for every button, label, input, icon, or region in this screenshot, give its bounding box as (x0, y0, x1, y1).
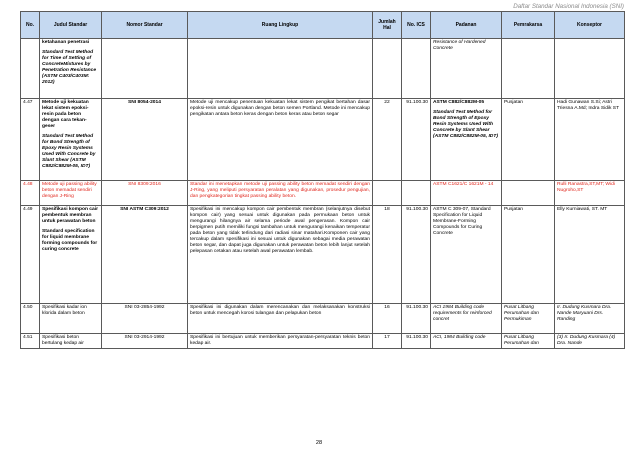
cell-ics: 91.100.30 (402, 334, 431, 349)
cell-padanan: ASTM C 309-07, Standard Specification for Liquid Membrane-Forming Compounds for Curing Concrete (431, 206, 502, 304)
cell-konseptor: Elly Kurniawati, ST. MT (555, 206, 625, 304)
cell-padanan: ACI 1984 Building code requirements for reinforced concret (431, 304, 502, 334)
cell-ruang-lingkup: Spesifikasi ini mencakup kompon cair pembentuk membran (selanjutnya disebut kompon cair) yang sesuai untuk digunakan pada permukaan beton untuk mengurangi hilangnya air selama periode awal pengerasan. Kompon cair berpigmen putih memiliki fungsi tambahan untuk mengurangi kenaikan temperatur pada beton yang tidak terlindung dari radiasi sinar matahari.Komponen cair yang tercakup dalam spesifikasi ini sesuai untuk digunakan sebagai media perawatan beton segar, dan dapat juga digunakan untuk perawatan beton lebih lanjut setelah pelepasan cetakan atau setelah awal perawatan lembab. (188, 206, 373, 304)
judul-id: ketahanan penetrasi (42, 40, 90, 45)
cell-ruang-lingkup: Spesifikasi ini digunakan dalam merencanakan dan melaksanakan konstruksi beton untuk mencegah korosi tulangan dan pelapukan beton (188, 304, 373, 334)
cell-nomor: SNI 8309:2016 (102, 181, 188, 206)
cell-ics: 91.100.30 (402, 206, 431, 304)
col-header-ics: No. ICS (402, 12, 431, 39)
table-row (21, 206, 625, 304)
cell-jumlah: 18 (373, 206, 402, 304)
cell-padanan (431, 99, 502, 181)
cell-nomor: SNI ASTM C309:2012 (102, 206, 188, 304)
cell-no: 4.48 (21, 181, 40, 206)
cell-konseptor (555, 39, 625, 99)
page-number: 28 (315, 440, 323, 446)
col-header-padanan: Padanan (431, 12, 502, 39)
col-header-nomor: Nomor Standar (102, 12, 188, 39)
cell-judul: Metode uji passing ability beton memadat sendiri dengan J-Ring (40, 181, 102, 206)
judul-en: Standard specification for liquid membrane forming compounds for curing concrete (42, 228, 98, 252)
col-header-no: No. (21, 12, 40, 39)
col-header-jumlah-hal: Jumlah Hal (373, 12, 402, 39)
cell-no: 4.51 (21, 334, 40, 349)
col-header-pemrakarsa: Pemrakarsa (502, 12, 555, 39)
judul-en: Standard Test Method for Time of Setting of ConcreteMixtures by Penetration Resistance (ASTM C403/C403M: 2012) (42, 49, 97, 85)
cell-no: 4.47 (21, 99, 40, 181)
cell-pemrakarsa (502, 181, 555, 206)
cell-no (21, 39, 40, 99)
cell-nomor: SNI 03-2914-1992 (102, 334, 188, 349)
standards-table (20, 11, 625, 349)
cell-judul (40, 206, 102, 304)
cell-konseptor: (3) Ir. Dudung Kusmara (4) Dra. Nande (555, 334, 625, 349)
cell-no: 4.50 (21, 304, 40, 334)
cell-judul: Spesifikasi kadar ion klorida dalam beton (40, 304, 102, 334)
cell-pemrakarsa: Pusat Litbang Perumahan dan Permukiman (502, 304, 555, 334)
col-header-judul: Judul Standar (40, 12, 102, 39)
cell-ruang-lingkup (188, 39, 373, 99)
cell-nomor (102, 39, 188, 99)
col-header-konseptor: Konseptor (555, 12, 625, 39)
cell-pemrakarsa: Pusat Litbang Perumahan dan (502, 334, 555, 349)
col-header-ruang-lingkup: Ruang Lingkup (188, 12, 373, 39)
cell-no: 4.49 (21, 206, 40, 304)
table-row (21, 39, 625, 99)
padanan-code: ASTM C882/C882M-05 (433, 100, 485, 105)
judul-id: Spesifikasi kompon cair pembentuk membran untuk perawatan beton (42, 207, 98, 224)
cell-nomor: SNI 8054-2014 (102, 99, 188, 181)
cell-jumlah: 17 (373, 334, 402, 349)
cell-ruang-lingkup: Standar ini menetapkan metode uji passing ability beton memadat sendiri dengan J-Ring, yang meliputi persyaratan peralatan yang digunakan, prosedur pengujian, dan pengkategorian tingkat passing ability beton. (188, 181, 373, 206)
cell-jumlah (373, 181, 402, 206)
cell-ics: 91.100.30 (402, 304, 431, 334)
table-row (21, 99, 625, 181)
padanan-title: Standard Test Method for Bond Strength of Epoxy Resin Systems Used With Concrete by Slant Shear (ASTM C882/C882M-05, IDT) (433, 109, 498, 139)
cell-nomor: SNI 03-2854-1992 (102, 304, 188, 334)
cell-ics: 91.100.30 (402, 99, 431, 181)
table-row (21, 181, 625, 206)
cell-konseptor: Rulli Ranastra,ST,MT; Widi Nugroho,ST (555, 181, 625, 206)
cell-jumlah (373, 39, 402, 99)
cell-judul: Spesifikasi beton bertulang kedap air (40, 334, 102, 349)
cell-ics (402, 39, 431, 99)
cell-pemrakarsa (502, 39, 555, 99)
cell-judul (40, 99, 102, 181)
judul-en: Standard Test Method for Bond Strength of Epoxy Resin Systems Used With Concrete by Slant Shear (ASTM C882/C882M-05, IDT) (42, 133, 96, 169)
cell-jumlah: 22 (373, 99, 402, 181)
running-header: Daftar Standar Nasional Indonesia (SNI) (513, 3, 624, 10)
table-row (21, 304, 625, 334)
cell-pemrakarsa: Pusjatan (502, 206, 555, 304)
cell-jumlah: 16 (373, 304, 402, 334)
cell-konseptor: Ir. Dudung Kusmara Dra. Nande Maryuani Drs. Randing (555, 304, 625, 334)
cell-padanan: ASTM C1621/C 1621M - 14 (431, 181, 502, 206)
table-header-row (21, 12, 625, 39)
cell-ics (402, 181, 431, 206)
table-row (21, 334, 625, 349)
cell-ruang-lingkup: Metode uji mencakup penentuan kekuatan lekat sistem pengikat bertahan dasar epoksi-resin untuk digunakan dengan beton semen Portland. Metode ini mencakup pengikatan antara beton keras dengan beton keras atau beton segar (188, 99, 373, 181)
cell-padanan: ACI, 1984 Building code (431, 334, 502, 349)
cell-judul (40, 39, 102, 99)
cell-pemrakarsa: Pusjatan (502, 99, 555, 181)
cell-ruang-lingkup: Spesifikasi ini bertujuan untuk memberikan persyaratan-persyaratan teknis beton kedap air. (188, 334, 373, 349)
judul-id: Metode uji kekuatan lekat sistem epoksi-resin pada beton dengan cara tekan-geser (42, 100, 89, 129)
cell-konseptor: Hadi Gunawan S.Si; Astri Triesna A.Md; Indra Sidik ST (555, 99, 625, 181)
cell-padanan: Resistance of Hardened Concrete (431, 39, 502, 99)
